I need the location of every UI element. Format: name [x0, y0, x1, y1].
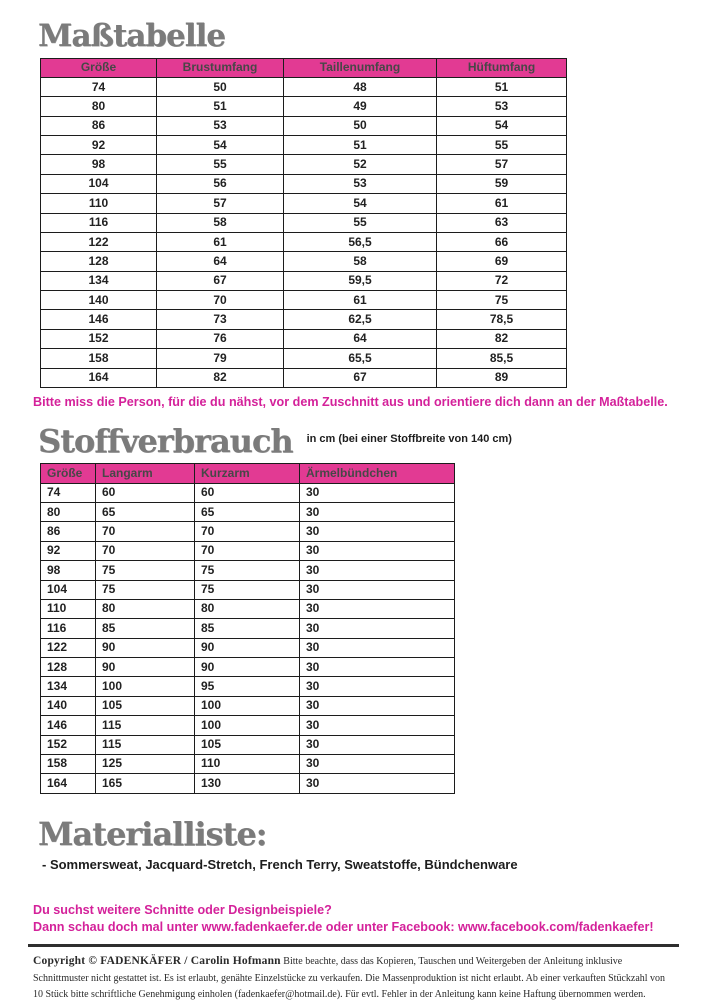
table-cell: 90: [96, 658, 195, 677]
table-cell: 70: [195, 522, 300, 541]
copyright-body: Bitte beachte, dass das Kopieren, Tauschen und Weitergeben der Anleitung inklusive Schnittmuster nicht gestattet ist. Es ist erlaubt, genähte Einzelstücke zu verkaufen. Die Massenproduktion ist nicht erlaubt. Ab einer verkauften Stückzahl von 10 Stück bitte schriftliche Genehmigung einholen (fadenkaefer@hotmail.de). Für evtl. Fehler in der Anleitung kann keine Haftung übernommen werden.: [33, 956, 666, 1000]
column-header: Größe: [41, 464, 96, 483]
table-cell: 105: [195, 735, 300, 754]
table-cell: 65: [195, 503, 300, 522]
table-cell: 125: [96, 754, 195, 773]
stoffverbrauch-subtitle: in cm (bei einer Stoffbreite von 140 cm): [306, 432, 512, 445]
table-cell: 30: [300, 638, 455, 657]
table-row: [41, 735, 455, 754]
table-cell: 82: [157, 368, 284, 387]
table-cell: 56,5: [284, 232, 437, 251]
table-cell: 75: [195, 580, 300, 599]
table-cell: 80: [41, 503, 96, 522]
table-row: [41, 271, 567, 290]
masstabelle-title: Maßtabelle: [38, 18, 226, 54]
table-cell: 134: [41, 677, 96, 696]
promo-line-1: Du suchst weitere Schnitte oder Designbeispiele?: [33, 903, 332, 918]
table-cell: 66: [437, 232, 567, 251]
table-cell: 74: [41, 483, 96, 502]
table-cell: 54: [157, 136, 284, 155]
table-cell: 146: [41, 310, 157, 329]
table-cell: 116: [41, 619, 96, 638]
table-cell: 79: [157, 349, 284, 368]
table-cell: 30: [300, 754, 455, 773]
materialliste-title: Materialliste:: [38, 814, 267, 853]
table-row: [41, 310, 567, 329]
table-cell: 49: [284, 97, 437, 116]
table-cell: 92: [41, 541, 96, 560]
column-header: Langarm: [96, 464, 195, 483]
stoffverbrauch-table: [40, 463, 455, 793]
table-row: [41, 696, 455, 715]
table-cell: 59,5: [284, 271, 437, 290]
table-cell: 75: [195, 561, 300, 580]
table-cell: 65: [96, 503, 195, 522]
table-row: [41, 716, 455, 735]
column-header: Größe: [41, 58, 157, 77]
table-cell: 100: [96, 677, 195, 696]
table-cell: 90: [195, 658, 300, 677]
table-cell: 116: [41, 213, 157, 232]
table-cell: 100: [195, 696, 300, 715]
stoffverbrauch-title: Stoffverbrauch: [38, 421, 293, 460]
table-cell: 86: [41, 522, 96, 541]
table-cell: 69: [437, 252, 567, 271]
table-cell: 82: [437, 329, 567, 348]
table-cell: 128: [41, 252, 157, 271]
table-row: [41, 194, 567, 213]
table-cell: 158: [41, 349, 157, 368]
table-cell: 30: [300, 735, 455, 754]
table-cell: 152: [41, 735, 96, 754]
table-cell: 90: [195, 638, 300, 657]
table-cell: 60: [195, 483, 300, 502]
table-cell: 51: [157, 97, 284, 116]
table-cell: 30: [300, 619, 455, 638]
table-cell: 63: [437, 213, 567, 232]
table-cell: 85,5: [437, 349, 567, 368]
table-cell: 75: [96, 580, 195, 599]
table-cell: 115: [96, 735, 195, 754]
table-cell: 110: [195, 754, 300, 773]
table-cell: 56: [157, 174, 284, 193]
table-cell: 98: [41, 155, 157, 174]
table-cell: 30: [300, 716, 455, 735]
table-cell: 60: [96, 483, 195, 502]
table-row: [41, 252, 567, 271]
table-cell: 58: [284, 252, 437, 271]
table-cell: 55: [157, 155, 284, 174]
column-header: Kurzarm: [195, 464, 300, 483]
copyright-lead: Copyright © FADENKÄFER / Carolin Hofmann: [33, 955, 281, 968]
table-cell: 104: [41, 174, 157, 193]
table-row: [41, 155, 567, 174]
table-row: [41, 174, 567, 193]
table-cell: 53: [157, 116, 284, 135]
table-cell: 48: [284, 77, 437, 96]
column-header: Ärmelbündchen: [300, 464, 455, 483]
table-cell: 122: [41, 232, 157, 251]
table-cell: 73: [157, 310, 284, 329]
column-header: Hüftumfang: [437, 58, 567, 77]
table-row: [41, 329, 567, 348]
table-row: [41, 291, 567, 310]
table-row: [41, 541, 455, 560]
table-cell: 95: [195, 677, 300, 696]
table-cell: 30: [300, 677, 455, 696]
table-cell: 30: [300, 696, 455, 715]
promo-block: [33, 902, 707, 935]
table-cell: 76: [157, 329, 284, 348]
table-cell: 115: [96, 716, 195, 735]
promo-line-2-prefix: Dann schau doch mal unter: [33, 919, 202, 934]
table-cell: 78,5: [437, 310, 567, 329]
table-cell: 54: [284, 194, 437, 213]
table-row: [41, 677, 455, 696]
table-cell: 164: [41, 774, 96, 793]
facebook-link[interactable]: www.facebook.com/fadenkaefer!: [458, 919, 654, 934]
table-cell: 80: [41, 97, 157, 116]
table-cell: 70: [96, 541, 195, 560]
table-row: [41, 638, 455, 657]
table-cell: 140: [41, 291, 157, 310]
table-cell: 61: [157, 232, 284, 251]
table-cell: 80: [195, 599, 300, 618]
materialliste-items: - Sommersweat, Jacquard-Stretch, French Terry, Sweatstoffe, Bündchenware: [42, 857, 518, 873]
table-cell: 164: [41, 368, 157, 387]
table-cell: 67: [284, 368, 437, 387]
table-cell: 89: [437, 368, 567, 387]
footer-divider: [28, 944, 679, 947]
table-cell: 50: [157, 77, 284, 96]
table-cell: 65,5: [284, 349, 437, 368]
table-cell: 98: [41, 561, 96, 580]
table-row: [41, 97, 567, 116]
table-cell: 64: [157, 252, 284, 271]
table-cell: 30: [300, 561, 455, 580]
column-header: Taillenumfang: [284, 58, 437, 77]
table-row: [41, 503, 455, 522]
table-cell: 130: [195, 774, 300, 793]
website-link[interactable]: www.fadenkaefer.de: [201, 919, 323, 934]
table-row: [41, 754, 455, 773]
table-row: [41, 368, 567, 387]
table-header-row: [41, 58, 567, 77]
table-cell: 70: [195, 541, 300, 560]
table-cell: 30: [300, 774, 455, 793]
table-row: [41, 619, 455, 638]
table-header-row: [41, 464, 455, 483]
table-cell: 72: [437, 271, 567, 290]
table-cell: 75: [96, 561, 195, 580]
table-cell: 30: [300, 658, 455, 677]
table-row: [41, 580, 455, 599]
table-cell: 85: [96, 619, 195, 638]
table-cell: 57: [437, 155, 567, 174]
promo-line-2-middle: oder unter Facebook:: [322, 919, 459, 934]
table-row: [41, 77, 567, 96]
table-row: [41, 116, 567, 135]
table-row: [41, 213, 567, 232]
column-header: Brustumfang: [157, 58, 284, 77]
table-cell: 51: [437, 77, 567, 96]
table-cell: 30: [300, 580, 455, 599]
table-cell: 85: [195, 619, 300, 638]
table-cell: 105: [96, 696, 195, 715]
table-cell: 61: [437, 194, 567, 213]
table-row: [41, 522, 455, 541]
masstabelle-table: [40, 58, 567, 388]
table-cell: 140: [41, 696, 96, 715]
measure-note-text: Bitte miss die Person, für die du nähst, vor dem Zuschnitt aus und orientiere dich dann an der Maßtabelle.: [33, 394, 668, 409]
table-cell: 110: [41, 599, 96, 618]
table-cell: 100: [195, 716, 300, 735]
table-cell: 64: [284, 329, 437, 348]
table-row: [41, 483, 455, 502]
table-cell: 70: [96, 522, 195, 541]
table-row: [41, 136, 567, 155]
table-cell: 90: [96, 638, 195, 657]
table-cell: 152: [41, 329, 157, 348]
table-cell: 53: [284, 174, 437, 193]
table-cell: 165: [96, 774, 195, 793]
stoffverbrauch-heading-row: [38, 421, 707, 460]
table-cell: 86: [41, 116, 157, 135]
table-cell: 30: [300, 599, 455, 618]
table-cell: 74: [41, 77, 157, 96]
table-cell: 30: [300, 503, 455, 522]
table-cell: 30: [300, 541, 455, 560]
table-cell: 50: [284, 116, 437, 135]
table-row: [41, 349, 567, 368]
table-row: [41, 561, 455, 580]
table-cell: 57: [157, 194, 284, 213]
table-cell: 80: [96, 599, 195, 618]
table-cell: 54: [437, 116, 567, 135]
table-row: [41, 774, 455, 793]
table-cell: 110: [41, 194, 157, 213]
table-cell: 30: [300, 522, 455, 541]
table-cell: 134: [41, 271, 157, 290]
copyright-text: [33, 953, 677, 1000]
table-cell: 75: [437, 291, 567, 310]
promo-line-2: [33, 919, 707, 936]
table-cell: 55: [284, 213, 437, 232]
table-cell: 59: [437, 174, 567, 193]
table-row: [41, 232, 567, 251]
table-cell: 104: [41, 580, 96, 599]
table-cell: 52: [284, 155, 437, 174]
table-cell: 158: [41, 754, 96, 773]
table-cell: 61: [284, 291, 437, 310]
table-cell: 55: [437, 136, 567, 155]
table-row: [41, 599, 455, 618]
table-cell: 51: [284, 136, 437, 155]
table-cell: 146: [41, 716, 96, 735]
table-cell: 30: [300, 483, 455, 502]
table-cell: 67: [157, 271, 284, 290]
table-cell: 53: [437, 97, 567, 116]
table-cell: 92: [41, 136, 157, 155]
table-cell: 128: [41, 658, 96, 677]
table-cell: 70: [157, 291, 284, 310]
table-cell: 122: [41, 638, 96, 657]
table-cell: 62,5: [284, 310, 437, 329]
table-cell: 58: [157, 213, 284, 232]
table-row: [41, 658, 455, 677]
